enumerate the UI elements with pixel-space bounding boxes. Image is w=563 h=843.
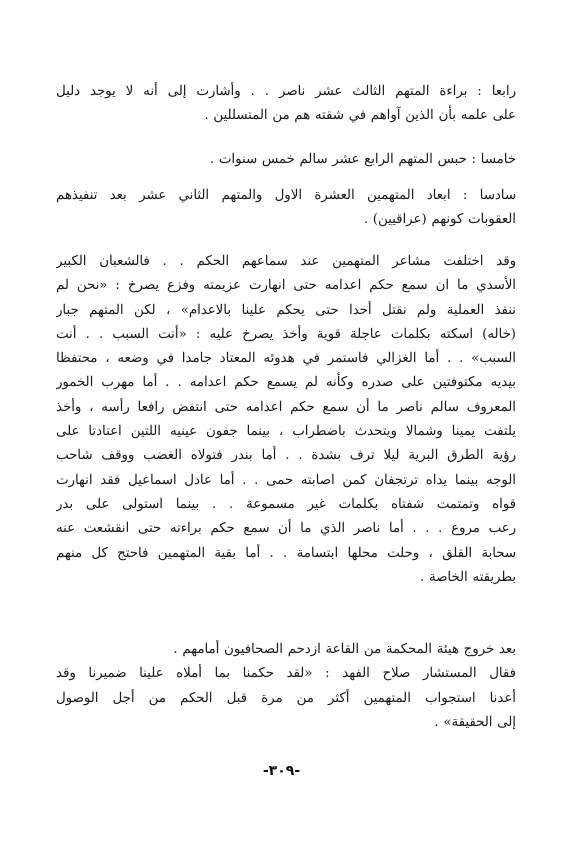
text-line: رابعا : براءة المتهم الثالث عشر ناصر . . وأشارت إلى أنه لا يوجد دليل [56,84,516,99]
text-line: بعد خروج هيئة المحكمة من القاعة ازدحم الصحافيون أمامهم . [173,642,516,657]
text-line: السبب» . . أما الغزالي فاستمر في هدوئه المعتاد جامدا في وضعه ، محتفظا [56,351,516,367]
paragraph-verdict-fourth [56,80,516,129]
text-line: بطريقته الخاصة . [420,569,516,585]
paragraph-judge-statement [56,638,516,735]
paragraph-verdict-sixth [56,184,516,233]
text-line: وقد اختلفت مشاعر المتهمين عند سماعهم الحكم . . فالشعبان الكبير [56,254,516,269]
text-line: سادسا : ابعاد المتهمين العشرة الاول والمتهم الثاني عشر بعد تنفيذهم [56,188,516,203]
text-line: ننفذ العملية ولم نقتل أحدا حتى يحكم علينا بالاعدام» ، لكن المتهم جبار [56,302,516,318]
text-line: أعدنا استجواب المتهمين أكثر من مرة قبل الحكم من أجل الوصول [56,690,516,706]
text-line: قواه وتمتمت شفتاه بكلمات غير مسموعة . . بينما استولى على بدر [56,496,516,512]
text-line: الأسدي ما ان سمع حكم اعدامه حتى انهارت عزيمته وفزع يصرخ : «نحن لم [56,278,516,294]
page-number: -٣٠٩- [262,763,301,779]
text-line: (خاله) اسكته بكلمات عاجلة قوية وأخذ يصرخ عليه : «أنت السبب . . أنت [56,326,516,342]
paragraph-defendants-reactions [56,250,516,590]
paragraph-verdict-fifth [56,148,516,172]
text-line: على علمه بأن الذين آواهم في شقته هم من المتسللين . [204,108,516,124]
text-line: رؤية الطرق البرية ليلا ترف بشدة . . أما بندر فتولاه الغضب ووقف شاحب [56,448,516,464]
text-line: الوجه بينما يداه ترتجفان كمن اصابته حمى . . أما عادل اسماعيل فقد انهارت [56,472,516,488]
text-line: بيديه مكتوفتين على صدره وكأنه لم يسمع حكم اعدامه . . أما مهرب الخمور [56,375,516,391]
text-line: رعب مروع . . . أما ناصر الذي ما أن سمع حكم براءته حتى انقشعت عنه [56,521,516,537]
text-line: سحابة القلق ، وحلت محلها ابتسامة . . أما بقية المتهمين فاحتج كل منهم [56,545,516,561]
text-line: فقال المستشار صلاح الفهد : «لقد حكمنا بما أملاه علينا ضميرنا وقد [56,666,516,682]
text-line: العقوبات كونهم (عراقيين) . [363,212,516,228]
text-line: المعروف سالم ناصر ما أن سمع حكم اعدامه حتى انتفض رافعا رأسه ، وأخذ [56,399,516,415]
text-line: خامسا : حبس المتهم الرابع عشر سالم خمس سنوات . [209,152,516,167]
text-line: إلى الحقيقة» . [434,714,516,730]
text-line: يلتفت يمينا وشمالا ويتحدث باضطراب ، بينما جفون عينيه اللتين اعتادتا على [56,424,516,440]
